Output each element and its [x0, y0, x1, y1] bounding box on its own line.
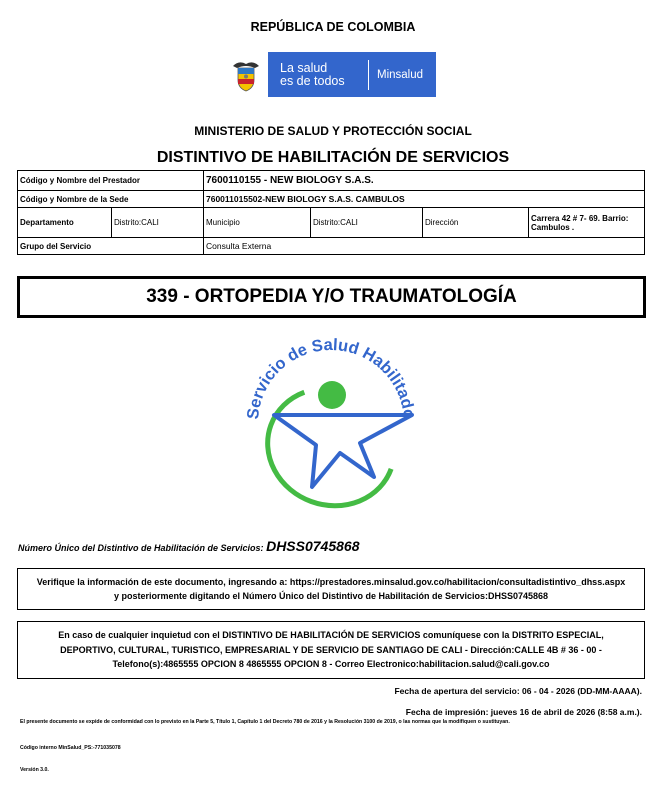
contact-box — [17, 621, 645, 679]
verify-line-2: y posteriormente digitando el Número Único del Distintivo de Habilitación de Servicios:DHSS0745868 — [113, 591, 549, 601]
seal-head-icon — [318, 381, 346, 409]
verify-line-1: Verifique la información de este documento, ingresando a: https://prestadores.minsalud.gov.co/habilitacion/consultadistintivo_dhss.aspx — [36, 577, 626, 587]
contact-line-3: Telefono(s):4865555 OPCION 8 4865555 OPCION 8 - Correo Electronico:habilitacion.salud@cali.gov.co — [112, 659, 550, 670]
municipality-value: Distrito:CALI — [311, 208, 423, 238]
unique-number-label: Número Único del Distintivo de Habilitación de Servicios: — [18, 543, 264, 553]
verification-box — [17, 568, 645, 610]
provider-info-table — [17, 170, 645, 255]
address-label: Dirección — [423, 208, 529, 238]
unique-number-line — [18, 538, 359, 554]
contact-line-1: En caso de cualquier inquietud con el DISTINTIVO DE HABILITACIÓN DE SERVICIOS comuníquese con la DISTRITO ESPECIAL, — [58, 630, 604, 641]
logo-tagline: La salud es de todos — [280, 60, 345, 88]
municipality-label: Municipio — [204, 208, 311, 238]
health-service-seal — [236, 335, 426, 525]
group-label: Grupo del Servicio — [18, 238, 204, 255]
contact-line-2: DEPORTIVO, CULTURAL, TURISTICO, EMPRESARIAL Y DE SERVICIO DE SANTIAGO DE CALI - Dirección:CALLE 4B # 36 - 00 - — [60, 644, 602, 655]
print-date: Fecha de impresión: jueves 16 de abril de 2026 (8:58 a.m.). — [405, 707, 642, 717]
version-label: Versión 3.0. — [20, 767, 49, 773]
internal-code: Código interno MinSalud_PS:-771035078 — [20, 745, 121, 751]
provider-label: Código y Nombre del Prestador — [18, 171, 204, 191]
opening-date: Fecha de apertura del servicio: 06 - 04 - 2026 (DD-MM-AAAA). — [394, 686, 642, 696]
provider-value: 7600110155 - NEW BIOLOGY S.A.S. — [204, 171, 645, 191]
department-value: Distrito:CALI — [112, 208, 204, 238]
service-name: 339 - ORTOPEDIA Y/O TRAUMATOLOGÍA — [17, 276, 646, 318]
document-title: DISTINTIVO DE HABILITACIÓN DE SERVICIOS — [156, 149, 510, 166]
department-label: Departamento — [18, 208, 112, 238]
logo-divider — [368, 60, 369, 90]
seal-text: Servicio de Salud Habilitado — [243, 335, 419, 421]
colombia-coat-of-arms-icon — [224, 52, 268, 97]
site-label: Código y Nombre de la Sede — [18, 191, 204, 208]
logo-brand: Minsalud — [377, 68, 424, 81]
ministry-heading: MINISTERIO DE SALUD Y PROTECCIÓN SOCIAL — [194, 124, 472, 138]
seal-star-figure-icon — [274, 415, 412, 487]
legal-note: El presente documento se expide de conformidad con lo previsto en la Parte 5, Título 1, Capítulo 1 del Decreto 780 de 2016 y la Resolución 3100 de 2019, o las normas que la modifiquen o sustituyan. — [20, 719, 510, 725]
unique-number-code: DHSS0745868 — [266, 538, 360, 554]
group-value: Consulta Externa — [204, 238, 645, 255]
country-heading: REPÚBLICA DE COLOMBIA — [250, 20, 416, 34]
minsalud-logo — [224, 52, 436, 97]
address-value: Carrera 42 # 7- 69. Barrio: Cambulos . — [529, 208, 645, 238]
site-value: 760011015502-NEW BIOLOGY S.A.S. CAMBULOS — [204, 191, 645, 208]
